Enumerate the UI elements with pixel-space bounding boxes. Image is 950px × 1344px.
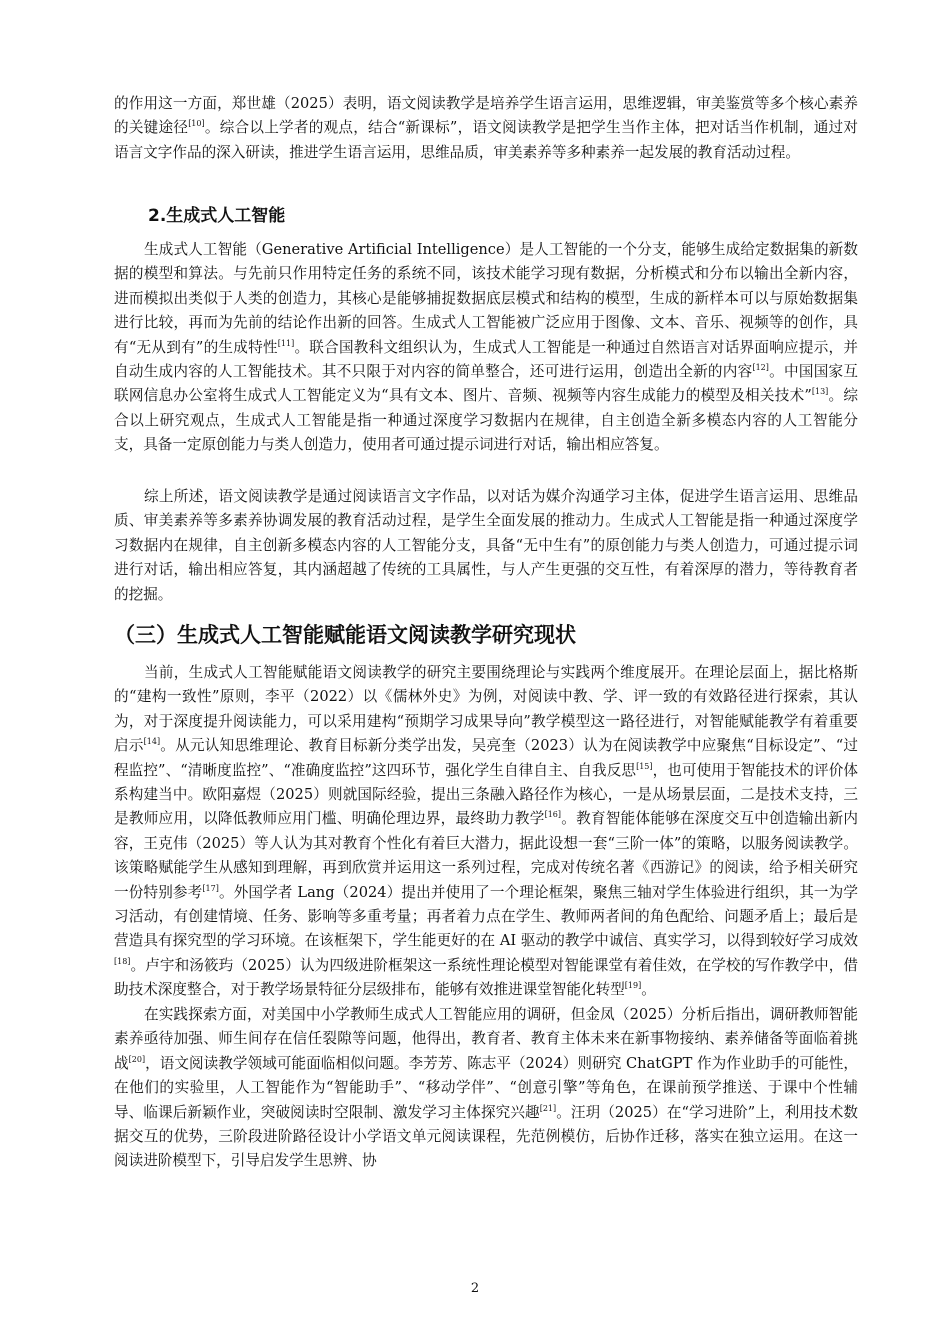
paragraph-genai-definition: 生成式人工智能（Generative Artificial Intelligence）是人工智能的一个分支，能够生成给定数据集的新数据的模型和算法。与先前只作用特定任务的系统不同，该技术能学习现有数据，分析模式和分布以输出全新内容，进而模拟出类似于人类的创造力，其核心是能够捕捉数据底层模式和结构的模型，生成的新样本可以与原始数据集进行比较，再而为先前的结论作出新的回答。生成式人工智能被广泛应用于图像、文本、音乐、视频等的创作，具有“无从到有”的生成特性[11]。联合国教科文组织认为，生成式人工智能是一种通过自然语言对话界面响应提示，并自动生成内容的人工智能技术。其不只限于对内容的简单整合，还可进行运用，创造出全新的内容[12]。中国国家互联网信息办公室将生成式人工智能定义为“具有文本、图片、音频、视频等内容生成能力的模型及相关技术”[13]。综合以上研究观点，生成式人工智能是指一种通过深度学习数据内在规律，自主创造全新多模态内容的人工智能分支，具备一定原创能力与类人创造力，使用者可通过提示词进行对话，输出相应答复。	[114, 241, 858, 454]
paragraph-practice: 在实践探索方面，对美国中小学教师生成式人工智能应用的调研，但金凤（2025）分析后指出，调研教师智能素养亟待加强、师生间存在信任裂隙等问题，他得出，教育者、教育主体未来在新事物接纳、素养储备等面临着挑战[20]，语文阅读教学领域可能面临相似问题。李芳芳、陈志平（2024）则研究 ChatGPT 作为作业助手的可能性，在他们的实验里，人工智能作为“智能助手”、“移动学伴”、“创意引擎”等角色，在课前预学推送、于课中个性辅导、临课后新颖作业，突破阅读时空限制、激发学习主体探究兴趣[21]。汪玥（2025）在“学习进阶”上，利用技术数据交互的优势，三阶段进阶路径设计小学语文单元阅读课程，先范例模仿，后协作迁移，落实在独立运用。在这一阅读进阶模型下，引导启发学生思辨、协	[114, 1006, 858, 1170]
paragraph-summary: 综上所述，语文阅读教学是通过阅读语言文字作品，以对话为媒介沟通学习主体，促进学生语言运用、思维品质、审美素养等多素养协调发展的教育活动过程，是学生全面发展的推动力。生成式人工智能是指一种通过深度学习数据内在规律，自主创新多模态内容的人工智能分支，具备“无中生有”的原创能力与类人创造力，可通过提示词进行对话，输出相应答复，其内涵超越了传统的工具属性，与人产生更强的交互性，有着深厚的潜力，等待教育者的挖掘。	[114, 488, 858, 603]
citation-marker: [21]	[539, 1103, 557, 1113]
citation-marker: [19]	[624, 981, 642, 991]
citation-marker: [10]	[188, 119, 205, 129]
citation-marker: [18]	[114, 957, 131, 967]
paragraph-intro-end: 的作用这一方面，郑世雄（2025）表明，语文阅读教学是培养学生语言运用，思维逻辑，审美鉴赏等多个核心素养的关键途径[10]。综合以上学者的观点，结合“新课标”，语文阅读教学是把学生当作主体，把对话当作机制，通过对语言文字作品的深入研读，推进学生语言运用，思维品质，审美素养等多种素养一起发展的教育活动过程。	[114, 95, 858, 161]
section-heading-research-status: （三）生成式人工智能赋能语文阅读教学研究现状	[114, 623, 576, 647]
citation-marker: [16]	[544, 810, 562, 820]
page-number: 2	[470, 1281, 480, 1296]
paragraph-theory: 当前，生成式人工智能赋能语文阅读教学的研究主要围绕理论与实践两个维度展开。在理论层面上，据比格斯的“建构一致性”原则，李平（2022）以《儒林外史》为例，对阅读中教、学、评一致的有效路径进行探索，其认为，对于深度提升阅读能力，可以采用建构“预期学习成果导向”教学模型这一路径进行，对智能赋能教学有着重要启示[14]。从元认知思维理论、教育目标新分类学出发，吴亮奎（2023）认为在阅读教学中应聚焦“目标设定”、“过程监控”、“清晰度监控”、“准确度监控”这四环节，强化学生自律自主、自我反思[15]，也可使用于智能技术的评价体系构建当中。欧阳嘉煜（2025）则就国际经验，提出三条融入路径作为核心，一是从场景层面，二是技术支持，三是教师应用，以降低教师应用门槛、明确伦理边界，最终助力教学[16]。教育智能体能够在深度交互中创造输出新内容，王克伟（2025）等人认为其对教育个性化有着巨大潜力，据此设想一套“三阶一体”的策略，以服务阅读教学。该策略赋能学生从感知到理解，再到欣赏并运用这一系列过程，完成对传统名著《西游记》的阅读，给予相关研究一份特别参考[17]。外国学者 Lang（2024）提出并使用了一个理论框架，聚焦三轴对学生体验进行组织，其一为学习活动，有创建情境、任务、影响等多重考量；再者着力点在学生、教师两者间的角色配给、问题矛盾上；最后是营造具有探究型的学习环境。在该框架下，学生能更好的在 AI 驱动的教学中诚信、真实学习，以得到较好学习成效[18]。卢宇和汤筱玙（2025）认为四级进阶框架这一系统性理论模型对智能课堂有着佳效，在学校的写作教学中，借助技术深度整合，对于教学场景特征分层级排布，能够有效推进课堂智能化转型[19]。	[114, 664, 858, 999]
citation-marker: [13]	[811, 387, 829, 397]
citation-marker: [17]	[202, 883, 219, 893]
section-heading-genai: 2.生成式人工智能	[148, 206, 286, 226]
citation-marker: [11]	[277, 338, 295, 348]
citation-marker: [14]	[143, 737, 161, 747]
citation-marker: [20]	[128, 1054, 146, 1064]
citation-marker: [15]	[636, 761, 653, 771]
citation-marker: [12]	[752, 363, 769, 373]
